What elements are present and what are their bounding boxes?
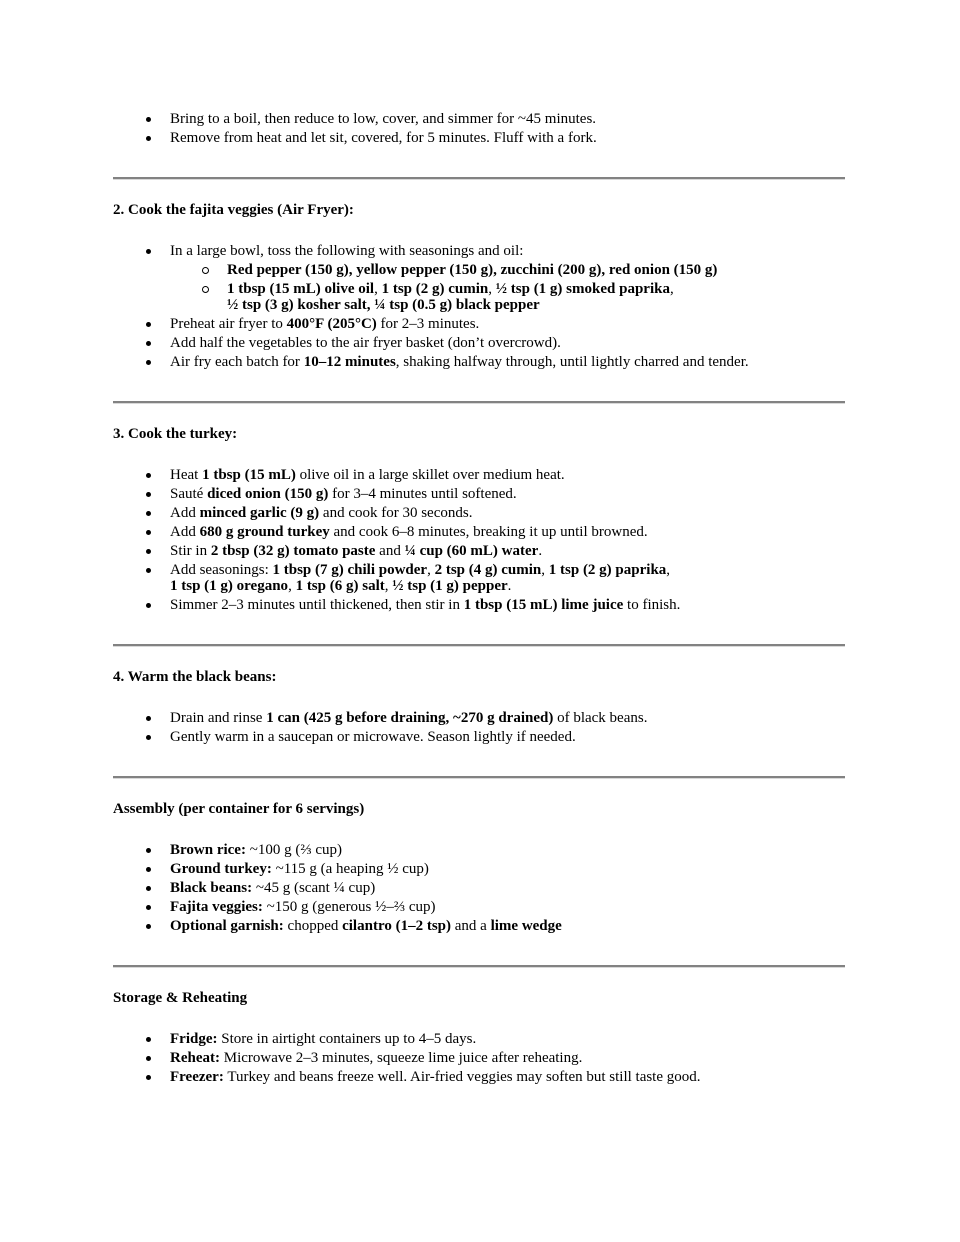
- disc-bullet-icon: [146, 905, 151, 910]
- bullet-text: In a large bowl, toss the following with seasonings and oil:: [170, 243, 524, 259]
- bullet-text: Red pepper (150 g), yellow pepper (150 g), zucchini (200 g), red onion (150 g): [227, 262, 718, 278]
- bullet-item: [113, 729, 845, 745]
- bullet-item: [113, 543, 845, 559]
- bullet-text: Bring to a boil, then reduce to low, cover, and simmer for ~45 minutes.: [170, 111, 597, 127]
- circle-bullet-icon: [202, 286, 209, 293]
- bullet-item: [113, 505, 845, 521]
- bullet-item: [113, 899, 845, 915]
- circle-bullet-icon: [202, 267, 209, 274]
- disc-bullet-icon: [146, 924, 151, 929]
- section-heading: 3. Cook the turkey:: [113, 426, 238, 442]
- bullet-item: [113, 1069, 845, 1085]
- disc-bullet-icon: [146, 1056, 151, 1061]
- disc-bullet-icon: [146, 360, 151, 365]
- section-divider: [113, 401, 845, 404]
- bullet-item: [113, 1031, 845, 1047]
- disc-bullet-icon: [146, 322, 151, 327]
- bullet-item: [113, 880, 845, 896]
- bullet-item: [113, 316, 845, 332]
- bullet-item: [113, 524, 845, 540]
- section-divider: [113, 965, 845, 968]
- bullet-item: [113, 243, 845, 259]
- disc-bullet-icon: [146, 249, 151, 254]
- bullet-list: [113, 842, 845, 934]
- bullet-item: [113, 281, 845, 313]
- disc-bullet-icon: [146, 136, 151, 141]
- bullet-item: [113, 111, 845, 127]
- disc-bullet-icon: [146, 867, 151, 872]
- disc-bullet-icon: [146, 341, 151, 346]
- bullet-item: [113, 597, 845, 613]
- bullet-text: Gently warm in a saucepan or microwave. Season lightly if needed.: [170, 729, 576, 745]
- section-heading: Assembly (per container for 6 servings): [113, 801, 365, 817]
- section-divider: [113, 177, 845, 180]
- bullet-text: Optional garnish: chopped cilantro (1–2 tsp) and a lime wedge: [170, 918, 562, 934]
- disc-bullet-icon: [146, 549, 151, 554]
- bullet-text: Brown rice: ~100 g (⅔ cup): [170, 842, 342, 858]
- bullet-item: [113, 335, 845, 351]
- bullet-text: Heat 1 tbsp (15 mL) olive oil in a large skillet over medium heat.: [170, 467, 565, 483]
- bullet-item: [113, 918, 845, 934]
- bullet-item: [113, 562, 845, 594]
- disc-bullet-icon: [146, 530, 151, 535]
- bullet-text: Sauté diced onion (150 g) for 3–4 minutes until softened.: [170, 486, 517, 502]
- disc-bullet-icon: [146, 473, 151, 478]
- document-body: [113, 111, 845, 1085]
- disc-bullet-icon: [146, 886, 151, 891]
- section-heading: Storage & Reheating: [113, 990, 248, 1006]
- bullet-list: [113, 111, 845, 146]
- bullet-text: Reheat: Microwave 2–3 minutes, squeeze lime juice after reheating.: [170, 1050, 583, 1066]
- bullet-text: Black beans: ~45 g (scant ¼ cup): [170, 880, 376, 896]
- bullet-text: Fridge: Store in airtight containers up to 4–5 days.: [170, 1031, 477, 1047]
- bullet-text: Add 680 g ground turkey and cook 6–8 minutes, breaking it up until browned.: [170, 524, 648, 540]
- bullet-text: Add seasonings: 1 tbsp (7 g) chili powder, 2 tsp (4 g) cumin, 1 tsp (2 g) paprika, 1 tsp (1 g) oregano, 1 tsp (6 g) salt, ½ tsp (1 g) pepper.: [170, 562, 671, 594]
- bullet-text: Remove from heat and let sit, covered, for 5 minutes. Fluff with a fork.: [170, 130, 597, 146]
- bullet-list: [113, 710, 845, 745]
- bullet-item: [113, 861, 845, 877]
- bullet-list: [113, 1031, 845, 1085]
- section-heading: 4. Warm the black beans:: [113, 669, 277, 685]
- disc-bullet-icon: [146, 568, 151, 573]
- disc-bullet-icon: [146, 1075, 151, 1080]
- bullet-text: Fajita veggies: ~150 g (generous ½–⅔ cup): [170, 899, 436, 915]
- disc-bullet-icon: [146, 1037, 151, 1042]
- bullet-text: Stir in 2 tbsp (32 g) tomato paste and ¼ cup (60 mL) water.: [170, 543, 543, 559]
- section-heading: 2. Cook the fajita veggies (Air Fryer):: [113, 202, 354, 218]
- bullet-item: [113, 354, 845, 370]
- bullet-item: [113, 130, 845, 146]
- disc-bullet-icon: [146, 511, 151, 516]
- bullet-text: Preheat air fryer to 400°F (205°C) for 2–3 minutes.: [170, 316, 480, 332]
- bullet-item: [113, 467, 845, 483]
- bullet-list: [113, 467, 845, 613]
- bullet-text: Drain and rinse 1 can (425 g before draining, ~270 g drained) of black beans.: [170, 710, 648, 726]
- disc-bullet-icon: [146, 492, 151, 497]
- section-divider: [113, 644, 845, 647]
- bullet-text: Add half the vegetables to the air fryer basket (don’t overcrowd).: [170, 335, 561, 351]
- disc-bullet-icon: [146, 117, 151, 122]
- disc-bullet-icon: [146, 603, 151, 608]
- bullet-item: [113, 1050, 845, 1066]
- bullet-text: Ground turkey: ~115 g (a heaping ½ cup): [170, 861, 429, 877]
- bullet-text: Add minced garlic (9 g) and cook for 30 seconds.: [170, 505, 473, 521]
- disc-bullet-icon: [146, 735, 151, 740]
- bullet-text: Air fry each batch for 10–12 minutes, shaking halfway through, until lightly charred and tender.: [170, 354, 749, 370]
- disc-bullet-icon: [146, 716, 151, 721]
- disc-bullet-icon: [146, 848, 151, 853]
- bullet-list: [113, 243, 845, 370]
- bullet-item: [113, 486, 845, 502]
- bullet-item: [113, 842, 845, 858]
- bullet-item: [113, 710, 845, 726]
- bullet-item: [113, 262, 845, 278]
- bullet-text: Freezer: Turkey and beans freeze well. Air-fried veggies may soften but still taste good.: [170, 1069, 701, 1085]
- section-divider: [113, 776, 845, 779]
- bullet-text: Simmer 2–3 minutes until thickened, then stir in 1 tbsp (15 mL) lime juice to finish.: [170, 597, 681, 613]
- bullet-text: 1 tbsp (15 mL) olive oil, 1 tsp (2 g) cumin, ½ tsp (1 g) smoked paprika, ½ tsp (3 g) kosher salt, ¼ tsp (0.5 g) black pepper: [227, 281, 674, 313]
